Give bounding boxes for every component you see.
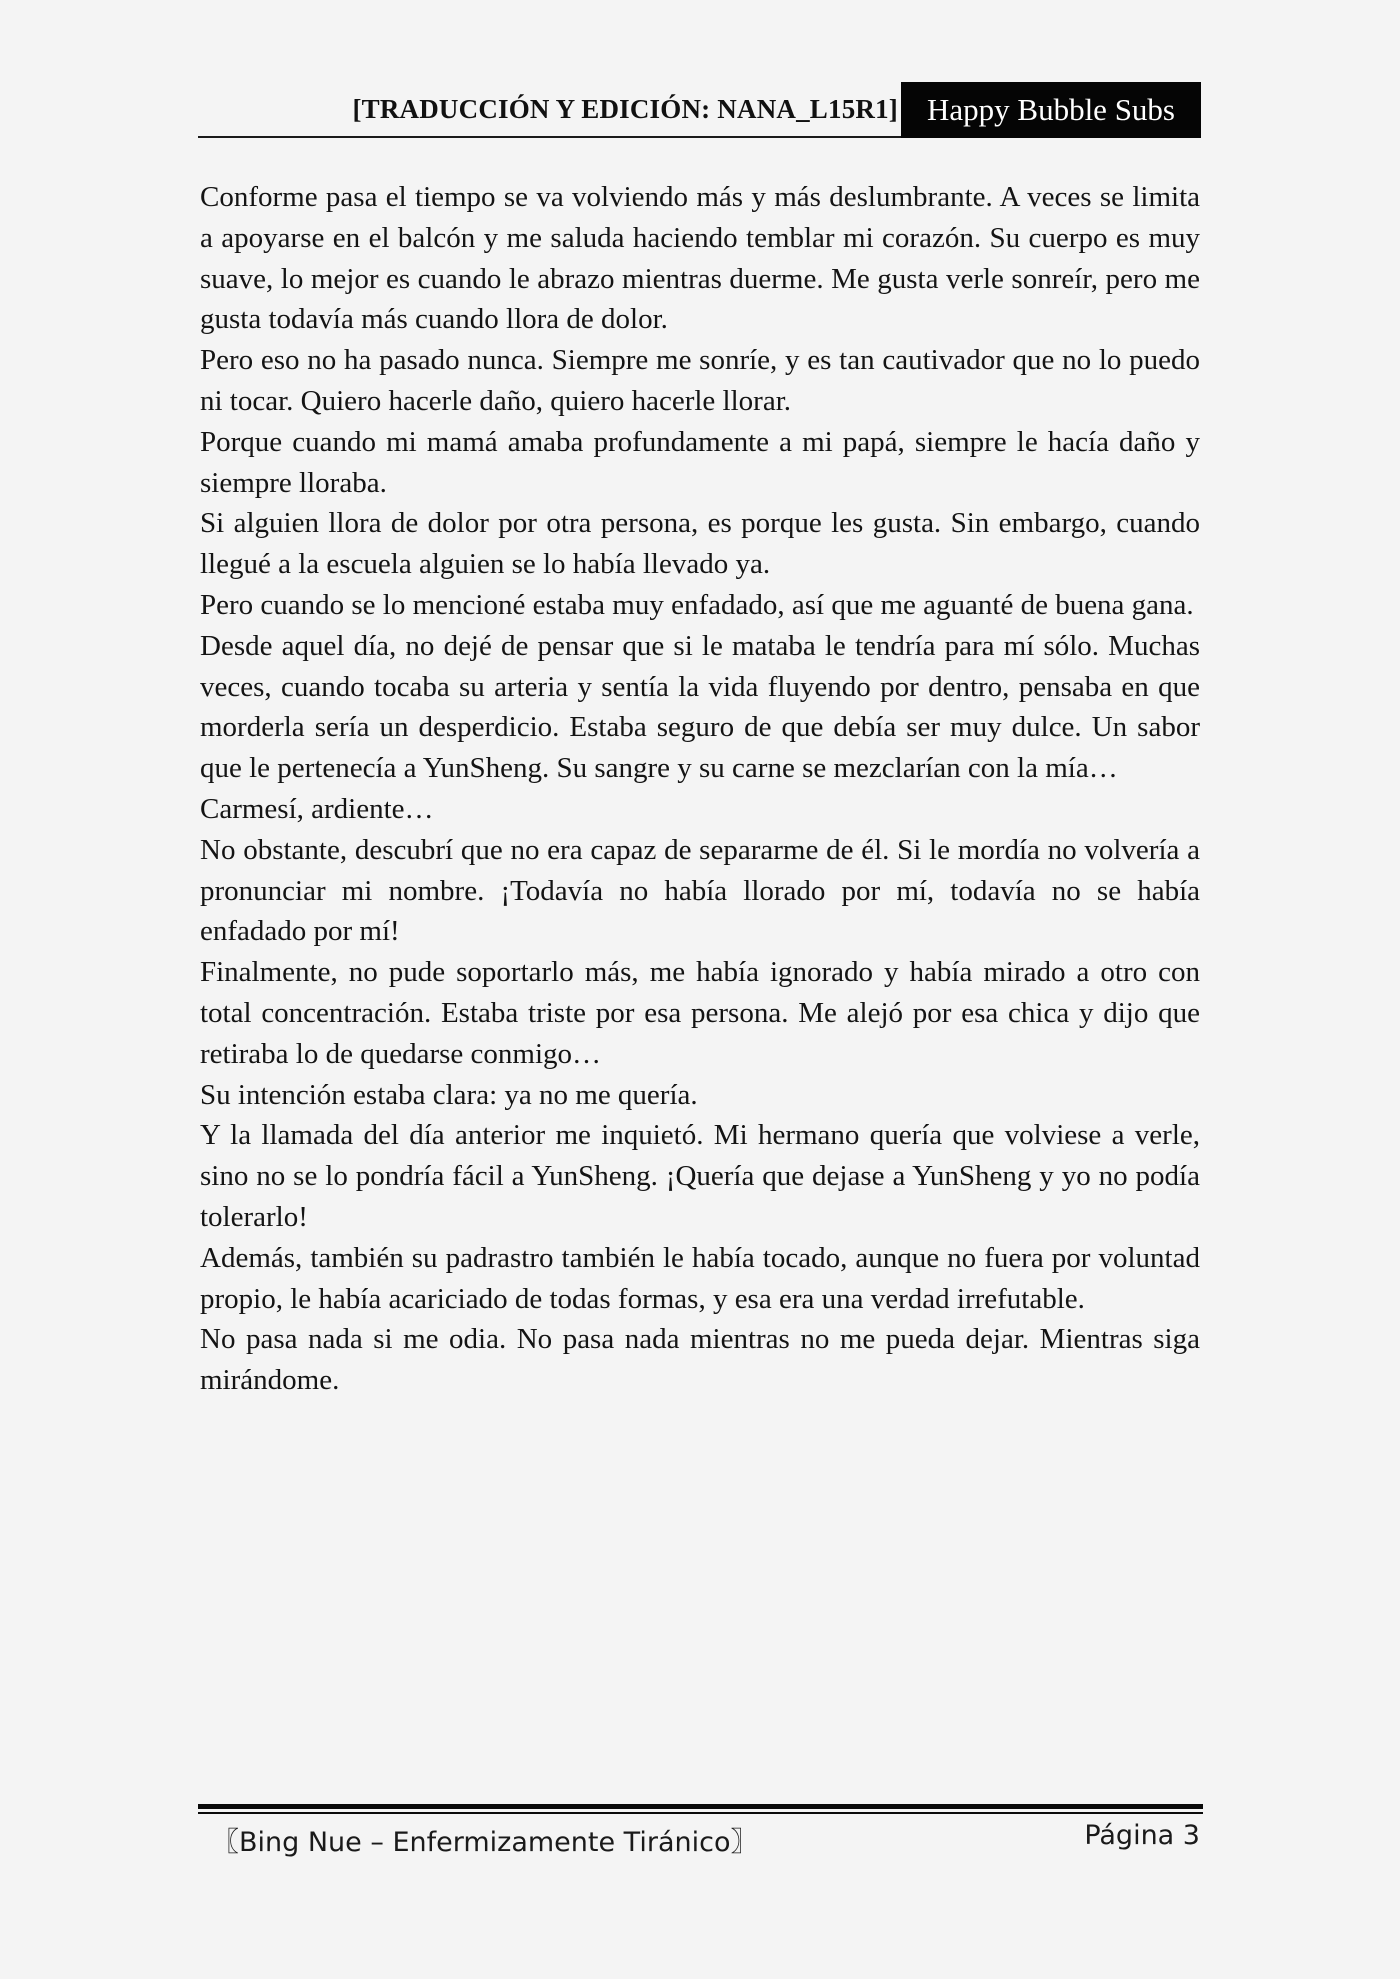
paragraph: Y la llamada del día anterior me inquietó. Mi hermano quería que volviese a verle, sino no se lo pondría fácil a YunSheng. ¡Quería que dejase a YunSheng y yo no podía tolerarlo!	[200, 1119, 1200, 1233]
page-number: Página 3	[1084, 1820, 1200, 1851]
paragraph: Desde aquel día, no dejé de pensar que si le mataba le tendría para mí sólo. Muchas veces, cuando tocaba su arteria y sentía la vida fluyendo por dentro, pensaba en que morderla sería un desperdicio. Estaba seguro de que debía ser muy dulce. Un sabor que le pertenecía a YunSheng. Su sangre y su carne se mezclarían con la mía…	[200, 629, 1200, 785]
brand-label: Happy Bubble Subs	[901, 82, 1201, 138]
paragraph: Pero cuando se lo mencioné estaba muy enfadado, así que me aguanté de buena gana.	[200, 588, 1194, 621]
paragraph: Su intención estaba clara: ya no me quería.	[200, 1078, 698, 1111]
translation-credit: [TRADUCCIÓN Y EDICIÓN: NANA_L15R1]	[352, 94, 898, 124]
footer-divider-thick	[198, 1804, 1203, 1809]
paragraph: Si alguien llora de dolor por otra persona, es porque les gusta. Sin embargo, cuando llegué a la escuela alguien se lo había llevado ya.	[200, 507, 1200, 581]
paragraph: No pasa nada si me odia. No pasa nada mientras no me pueda dejar. Mientras siga mirándome.	[200, 1323, 1200, 1397]
paragraph: Porque cuando mi mamá amaba profundamente a mi papá, siempre le hacía daño y siempre lloraba.	[200, 425, 1200, 499]
body-text	[200, 177, 1200, 1401]
header-divider	[198, 136, 901, 138]
paragraph: Pero eso no ha pasado nunca. Siempre me sonríe, y es tan cautivador que no lo puedo ni tocar. Quiero hacerle daño, quiero hacerle llorar.	[200, 344, 1200, 417]
paragraph: Además, también su padrastro también le había tocado, aunque no fuera por voluntad propio, le había acariciado de todas formas, y esa era una verdad irrefutable.	[200, 1241, 1200, 1315]
paragraph: Carmesí, ardiente…	[200, 792, 434, 825]
page-header	[198, 82, 1201, 138]
paragraph: No obstante, descubrí que no era capaz de separarme de él. Si le mordía no volvería a pronunciar mi nombre. ¡Todavía no había llorado por mí, todavía no se había enfadado por mí!	[200, 833, 1200, 948]
paragraph: Conforme pasa el tiempo se va volviendo más y más deslumbrante. A veces se limita a apoyarse en el balcón y me saluda haciendo temblar mi corazón. Su cuerpo es muy suave, lo mejor es cuando le abrazo mientras duerme. Me gusta verle sonreír, pero me gusta todavía más cuando llora de dolor.	[200, 181, 1200, 336]
paragraph: Finalmente, no pude soportarlo más, me había ignorado y había mirado a otro con total concentración. Estaba triste por esa persona. Me alejó por esa chica y dijo que retiraba lo de quedarse conmigo…	[200, 956, 1200, 1070]
footer-book-title: 〖Bing Nue – Enfermizamente Tiránico〗	[212, 1827, 758, 1858]
footer-divider-thin	[198, 1812, 1203, 1814]
